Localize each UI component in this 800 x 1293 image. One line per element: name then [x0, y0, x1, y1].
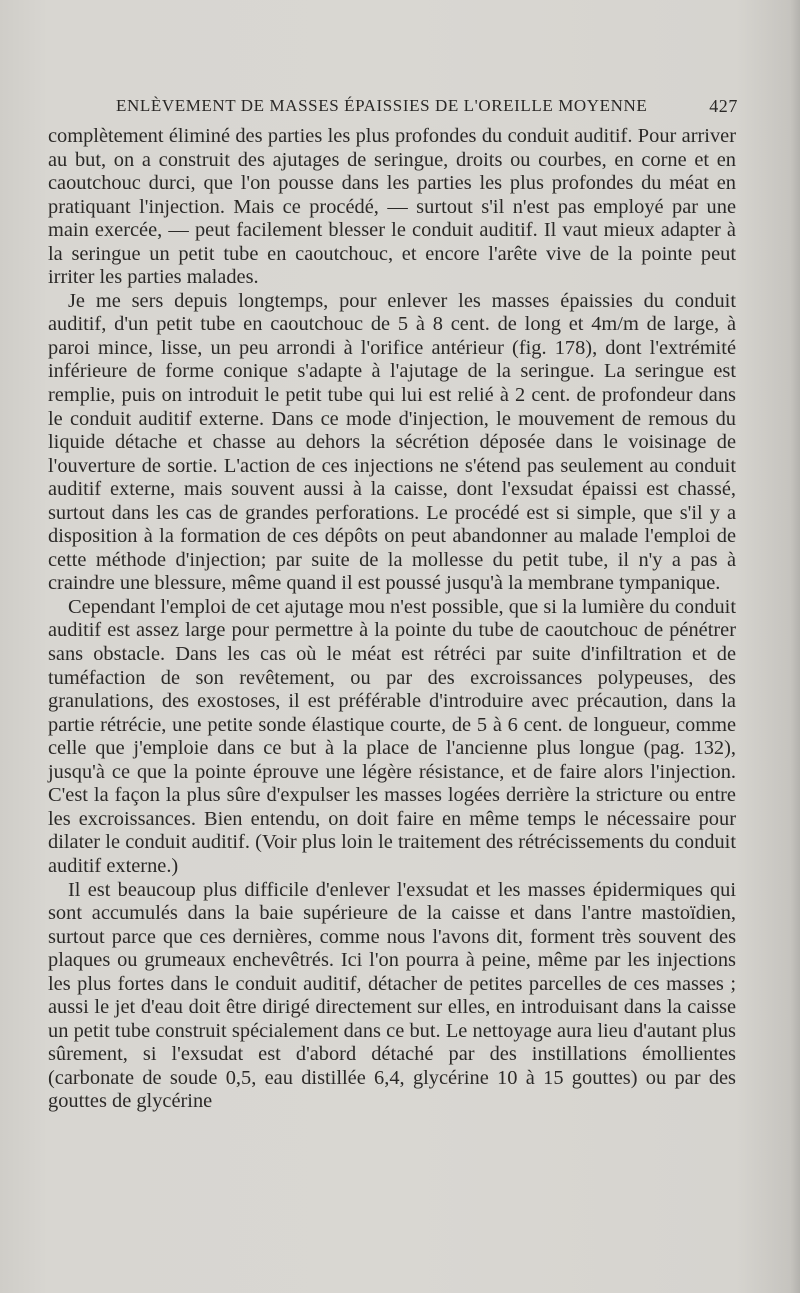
paragraph-attic-exsudate: Il est beaucoup plus difficile d'enlever l'exsudat et les masses épidermiques qui sont accumulés dans la baie supérieure de la caisse et dans l'antre mastoïdien, surtout parce que ces dernières, comme nous l'avons dit, forment très souvent des plaques ou grumeaux enchevêtrés. Ici l'on pourra à peine, même par les injections les plus fortes dans le conduit auditif, détacher de petites parcelles de ces masses ; aussi le jet d'eau doit être dirigé directement sur elles, en introduisant dans la caisse un petit tube construit spécialement dans ce but. Le nettoyage aura lieu d'autant plus sûrement, si l'exsudat est d'abord détaché par des instillations émollientes (carbonate de soude 0,5, eau distillée 6,4, glycérine 10 à 15 gouttes) ou par des gouttes de glycérine: [48, 878, 736, 1113]
paragraph-narrow-canal: Cependant l'emploi de cet ajutage mou n'est possible, que si la lumière du conduit auditif est assez large pour permettre à la pointe du tube de caoutchouc de pénétrer sans obstacle. Dans les cas où le méat est rétréci par suite d'infiltration et de tuméfaction de son revêtement, ou par des excroissances polypeuses, des granulations, des exostoses, il est préférable d'introduire avec précaution, dans la partie rétrécie, une petite sonde élastique courte, de 5 à 6 cent. de longueur, comme celle que j'emploie dans ce but à la place de l'ancienne plus longue (pag. 132), jusqu'à ce que la pointe éprouve une légère résistance, et de faire alors l'injection. C'est la façon la plus sûre d'expulser les masses logées derrière la stricture ou entre les excroissances. Bien entendu, on doit faire en même temps le nécessaire pour dilater le conduit auditif. (Voir plus loin le traitement des rétrécissements du conduit auditif externe.): [48, 595, 736, 877]
running-header-title: ENLÈVEMENT DE MASSES ÉPAISSIES DE L'OREILLE MOYENNE: [116, 96, 648, 115]
page-number: 427: [709, 96, 738, 116]
page-edge-shadow: [790, 0, 800, 1293]
body-text: [48, 125, 736, 1114]
running-header: [50, 96, 750, 120]
paragraph-rubber-tube: Je me sers depuis longtemps, pour enlever les masses épaissies du conduit auditif, d'un petit tube en caoutchouc de 5 à 8 cent. de long et 4m/m de large, à paroi mince, lisse, un peu arrondi à l'orifice antérieur (fig. 178), dont l'extrémité inférieure de forme conique s'adapte à l'ajutage de la seringue. La seringue est remplie, puis on introduit le petit tube qui lui est relié à 2 cent. de profondeur dans le conduit auditif externe. Dans ce mode d'injection, le mouvement de remous du liquide détache et chasse au dehors la sécrétion déposée dans le voisinage de l'ouverture de sortie. L'action de ces injections ne s'étend pas seulement au conduit auditif externe, mais souvent aussi à la caisse, dont l'exsudat épaissi est chassé, surtout dans les cas de grandes perforations. Le procédé est si simple, que s'il y a disposition à la formation de ces dépôts on peut abandonner au malade l'emploi de cette méthode d'injection; par suite de la mollesse du petit tube, il n'y a pas à craindre une blessure, même quand il est poussé jusqu'à la membrane tympanique.: [48, 289, 736, 595]
paragraph-continued: complètement éliminé des parties les plus profondes du conduit auditif. Pour arriver au but, on a construit des ajutages de seringue, droits ou courbes, en corne et en caoutchouc durci, que l'on pousse dans les parties les plus profondes du méat en pratiquant l'injection. Mais ce procédé, — surtout s'il n'est pas employé par une main exercée, — peut facilement blesser le conduit auditif. Il vaut mieux adapter à la seringue un petit tube en caoutchouc, et encore l'arête vive de la pointe peut irriter les parties malades.: [48, 125, 736, 289]
